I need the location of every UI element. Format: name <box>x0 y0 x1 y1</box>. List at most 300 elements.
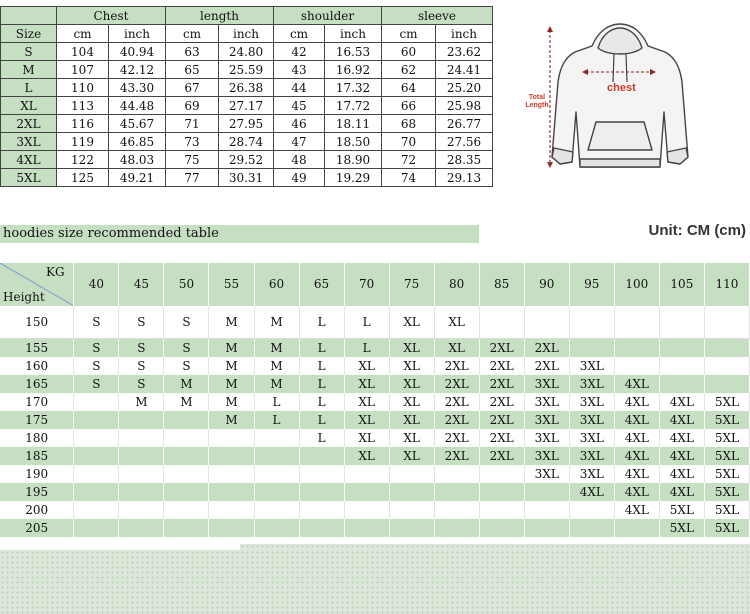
recommend-size-cell <box>659 357 704 375</box>
recommend-size-cell: 2XL <box>479 375 524 393</box>
recommend-size-cell: S <box>74 306 119 339</box>
recommend-size-cell <box>164 411 209 429</box>
recommend-row <box>0 429 750 447</box>
size-chart-table <box>0 6 493 187</box>
recommend-row <box>0 306 750 339</box>
recommend-size-cell <box>659 375 704 393</box>
height-label: Height <box>3 290 45 304</box>
recommend-size-cell: 3XL <box>524 393 569 411</box>
recommend-size-cell: M <box>254 339 299 358</box>
size-table-size: L <box>1 79 57 97</box>
weight-header: 40 <box>74 263 119 306</box>
recommend-row <box>0 357 750 375</box>
recommend-size-cell: XL <box>344 429 389 447</box>
height-cell: 180 <box>0 429 74 447</box>
recommend-size-cell: L <box>299 357 344 375</box>
recommend-size-cell: XL <box>389 339 434 358</box>
recommend-size-cell: 3XL <box>569 357 614 375</box>
dotted-background <box>0 550 750 614</box>
size-table-cell: 25.20 <box>436 79 493 97</box>
size-table-cell: 70 <box>382 133 436 151</box>
size-table-size: XL <box>1 97 57 115</box>
recommend-size-cell <box>119 447 164 465</box>
weight-header: 95 <box>569 263 614 306</box>
unit-label: Unit: CM (cm) <box>648 222 746 239</box>
recommend-size-cell <box>74 411 119 429</box>
recommend-size-cell <box>434 501 479 519</box>
size-table-cell: 49 <box>274 169 325 187</box>
weight-header: 105 <box>659 263 704 306</box>
recommend-size-cell <box>164 429 209 447</box>
size-table-cell: 24.80 <box>219 43 274 61</box>
recommend-size-cell: XL <box>389 375 434 393</box>
size-table-unit: inch <box>219 25 274 43</box>
recommend-size-cell <box>74 483 119 501</box>
recommend-size-cell: M <box>209 375 254 393</box>
recommend-size-cell: L <box>344 339 389 358</box>
recommend-size-cell <box>524 519 569 537</box>
size-table-cell: 113 <box>57 97 109 115</box>
recommend-size-cell <box>614 519 659 537</box>
height-cell: 160 <box>0 357 74 375</box>
recommend-size-cell: 2XL <box>434 375 479 393</box>
recommend-size-cell: L <box>254 411 299 429</box>
size-table-unit: cm <box>166 25 219 43</box>
size-table-cell: 27.95 <box>219 115 274 133</box>
recommend-size-cell: 5XL <box>659 501 704 519</box>
recommend-size-cell <box>209 447 254 465</box>
recommend-size-cell: XL <box>344 375 389 393</box>
recommend-size-cell: 4XL <box>614 447 659 465</box>
recommend-size-cell: 4XL <box>569 483 614 501</box>
recommend-size-cell <box>569 339 614 358</box>
recommend-size-cell: 5XL <box>704 519 749 537</box>
recommend-size-cell: S <box>119 306 164 339</box>
recommend-size-cell: 2XL <box>479 429 524 447</box>
recommend-row <box>0 411 750 429</box>
recommend-size-cell: S <box>164 339 209 358</box>
recommend-size-cell <box>299 519 344 537</box>
recommend-size-cell: 5XL <box>704 501 749 519</box>
recommend-size-cell: L <box>299 393 344 411</box>
recommend-size-cell <box>74 501 119 519</box>
recommend-size-cell <box>254 429 299 447</box>
recommend-row <box>0 519 750 537</box>
size-table-unit: cm <box>274 25 325 43</box>
height-cell: 190 <box>0 465 74 483</box>
recommend-size-cell: 2XL <box>434 357 479 375</box>
recommend-size-cell: 5XL <box>704 429 749 447</box>
recommend-size-cell <box>299 501 344 519</box>
total-length-label: Total Length <box>525 94 549 109</box>
recommend-size-cell: XL <box>344 357 389 375</box>
size-table-cell: 44 <box>274 79 325 97</box>
recommend-size-cell <box>614 339 659 358</box>
size-table-size: M <box>1 61 57 79</box>
recommend-size-cell <box>209 483 254 501</box>
recommend-size-cell: 3XL <box>569 465 614 483</box>
recommend-row <box>0 501 750 519</box>
recommend-size-cell <box>299 447 344 465</box>
recommend-size-cell <box>569 501 614 519</box>
recommend-table-title: hoodies size recommended table <box>0 225 479 243</box>
recommend-size-cell: 5XL <box>704 411 749 429</box>
recommend-size-cell <box>479 465 524 483</box>
recommend-size-cell: L <box>299 339 344 358</box>
recommend-size-cell: 2XL <box>524 357 569 375</box>
recommend-size-cell <box>659 339 704 358</box>
size-table-cell: 47 <box>274 133 325 151</box>
size-table-cell: 68 <box>382 115 436 133</box>
recommend-size-cell: S <box>119 357 164 375</box>
size-table-cell: 49.21 <box>109 169 166 187</box>
size-table-cell: 64 <box>382 79 436 97</box>
recommend-size-cell: S <box>119 375 164 393</box>
size-table-cell: 29.52 <box>219 151 274 169</box>
recommend-size-cell: M <box>119 393 164 411</box>
size-table-group-label: sleeve <box>382 7 493 25</box>
recommend-size-cell: M <box>209 411 254 429</box>
recommend-size-cell <box>479 306 524 339</box>
size-table-cell: 40.94 <box>109 43 166 61</box>
size-table-cell: 42.12 <box>109 61 166 79</box>
recommend-size-cell: 4XL <box>659 411 704 429</box>
recommend-size-cell: XL <box>389 411 434 429</box>
size-table-cell: 30.31 <box>219 169 274 187</box>
recommend-size-cell: M <box>209 339 254 358</box>
recommend-size-cell: M <box>164 393 209 411</box>
size-table-size-label: Size <box>1 25 57 43</box>
size-table-cell: 28.35 <box>436 151 493 169</box>
size-table-unit-header <box>1 25 493 43</box>
recommend-size-cell: 5XL <box>704 465 749 483</box>
recommend-size-cell <box>119 501 164 519</box>
weight-header: 55 <box>209 263 254 306</box>
recommend-size-cell: 3XL <box>524 411 569 429</box>
size-table-cell: 19.29 <box>325 169 382 187</box>
recommend-size-cell <box>389 483 434 501</box>
recommend-row <box>0 447 750 465</box>
size-table-unit: inch <box>109 25 166 43</box>
size-table-cell: 62 <box>382 61 436 79</box>
recommend-size-cell <box>434 519 479 537</box>
size-table-row <box>1 43 493 61</box>
size-table-size: 5XL <box>1 169 57 187</box>
height-cell: 175 <box>0 411 74 429</box>
recommend-size-cell <box>119 483 164 501</box>
size-table-cell: 60 <box>382 43 436 61</box>
recommend-size-cell: 2XL <box>479 447 524 465</box>
recommend-size-cell <box>479 519 524 537</box>
size-table-cell: 45 <box>274 97 325 115</box>
recommend-size-cell <box>74 465 119 483</box>
size-table-row <box>1 61 493 79</box>
size-table-cell: 28.74 <box>219 133 274 151</box>
recommend-size-cell <box>659 306 704 339</box>
recommend-size-cell: 3XL <box>524 375 569 393</box>
size-table-cell: 77 <box>166 169 219 187</box>
recommend-size-cell <box>209 519 254 537</box>
recommend-size-cell: 5XL <box>659 519 704 537</box>
recommend-size-cell: 2XL <box>479 357 524 375</box>
recommend-size-cell <box>344 501 389 519</box>
size-table-unit: inch <box>436 25 493 43</box>
size-table-row <box>1 169 493 187</box>
recommend-corner <box>0 263 74 306</box>
recommend-size-cell <box>164 501 209 519</box>
recommend-size-cell <box>389 465 434 483</box>
recommend-size-cell: XL <box>389 429 434 447</box>
recommend-size-cell <box>254 519 299 537</box>
height-cell: 155 <box>0 339 74 358</box>
recommend-size-cell: M <box>209 306 254 339</box>
recommend-size-cell: 4XL <box>614 393 659 411</box>
recommend-size-cell: 2XL <box>434 429 479 447</box>
recommend-row <box>0 375 750 393</box>
size-table-cell: 18.90 <box>325 151 382 169</box>
recommend-size-cell: 4XL <box>659 483 704 501</box>
recommend-size-cell: XL <box>389 393 434 411</box>
recommend-size-cell <box>119 429 164 447</box>
recommend-size-cell: 3XL <box>569 375 614 393</box>
weight-header: 110 <box>704 263 749 306</box>
recommend-row <box>0 339 750 358</box>
recommend-size-cell <box>119 411 164 429</box>
recommend-size-cell: M <box>209 393 254 411</box>
size-table-size: 2XL <box>1 115 57 133</box>
recommend-size-cell: S <box>74 339 119 358</box>
recommend-size-cell: 3XL <box>569 447 614 465</box>
recommend-size-cell: 4XL <box>659 429 704 447</box>
size-table-cell: 66 <box>382 97 436 115</box>
size-table-cell: 107 <box>57 61 109 79</box>
height-cell: 150 <box>0 306 74 339</box>
size-table-row <box>1 97 493 115</box>
size-table-cell: 69 <box>166 97 219 115</box>
recommend-size-cell: L <box>299 429 344 447</box>
size-table-size: 4XL <box>1 151 57 169</box>
recommend-size-cell <box>569 306 614 339</box>
size-table-cell: 23.62 <box>436 43 493 61</box>
weight-header: 65 <box>299 263 344 306</box>
weight-header: 100 <box>614 263 659 306</box>
recommend-size-cell: L <box>344 306 389 339</box>
height-cell: 205 <box>0 519 74 537</box>
recommend-size-cell <box>434 465 479 483</box>
size-table-cell: 26.77 <box>436 115 493 133</box>
size-table-cell: 74 <box>382 169 436 187</box>
recommend-size-cell: 2XL <box>479 411 524 429</box>
height-cell: 170 <box>0 393 74 411</box>
recommend-size-cell: S <box>164 306 209 339</box>
size-table-group-label: length <box>166 7 274 25</box>
recommend-size-cell: S <box>164 357 209 375</box>
size-table-size: 3XL <box>1 133 57 151</box>
size-table-unit: inch <box>325 25 382 43</box>
size-table-cell: 26.38 <box>219 79 274 97</box>
recommend-size-cell <box>254 465 299 483</box>
recommend-size-cell: 5XL <box>704 393 749 411</box>
size-table-group-label: shoulder <box>274 7 382 25</box>
recommend-size-cell: 5XL <box>704 483 749 501</box>
recommend-size-cell: 2XL <box>434 393 479 411</box>
size-table-cell: 125 <box>57 169 109 187</box>
recommend-size-cell: S <box>74 357 119 375</box>
size-table-cell: 16.53 <box>325 43 382 61</box>
recommend-size-cell: 2XL <box>434 447 479 465</box>
size-table-cell: 73 <box>166 133 219 151</box>
weight-header: 85 <box>479 263 524 306</box>
size-table-cell: 48 <box>274 151 325 169</box>
recommend-size-cell: L <box>299 411 344 429</box>
size-table-row <box>1 79 493 97</box>
recommend-size-cell <box>434 483 479 501</box>
size-table-cell: 45.67 <box>109 115 166 133</box>
size-table-cell: 24.41 <box>436 61 493 79</box>
recommend-size-cell: 2XL <box>434 411 479 429</box>
recommend-size-cell <box>74 519 119 537</box>
height-cell: 165 <box>0 375 74 393</box>
size-table-cell: 116 <box>57 115 109 133</box>
recommend-weight-header <box>0 263 750 306</box>
recommend-size-cell <box>119 465 164 483</box>
recommend-size-cell: XL <box>344 447 389 465</box>
recommend-size-cell: 5XL <box>704 447 749 465</box>
recommend-size-cell <box>704 357 749 375</box>
recommend-size-cell: 3XL <box>569 429 614 447</box>
recommend-size-cell <box>209 429 254 447</box>
recommend-size-cell <box>164 483 209 501</box>
size-table-cell: 27.56 <box>436 133 493 151</box>
recommend-size-cell <box>389 501 434 519</box>
chest-label: chest <box>607 82 636 94</box>
recommend-size-cell <box>344 483 389 501</box>
size-table-cell: 75 <box>166 151 219 169</box>
recommend-size-cell: 4XL <box>659 447 704 465</box>
recommend-size-cell <box>164 447 209 465</box>
recommend-size-cell <box>524 501 569 519</box>
recommend-size-cell: 3XL <box>569 393 614 411</box>
recommend-size-cell: S <box>119 339 164 358</box>
recommend-size-cell <box>164 519 209 537</box>
size-table-cell: 48.03 <box>109 151 166 169</box>
recommend-size-cell <box>479 501 524 519</box>
size-table-cell: 18.50 <box>325 133 382 151</box>
recommend-size-cell: 4XL <box>659 393 704 411</box>
recommend-size-cell: 3XL <box>524 465 569 483</box>
size-table-cell: 17.72 <box>325 97 382 115</box>
size-table-group-label: Chest <box>57 7 166 25</box>
recommend-size-cell: XL <box>434 339 479 358</box>
recommend-size-cell <box>74 429 119 447</box>
recommend-size-cell <box>164 465 209 483</box>
recommend-size-cell: 3XL <box>524 429 569 447</box>
weight-header: 80 <box>434 263 479 306</box>
size-table-cell: 46.85 <box>109 133 166 151</box>
size-table-unit: cm <box>382 25 436 43</box>
height-cell: 185 <box>0 447 74 465</box>
size-table-cell: 16.92 <box>325 61 382 79</box>
size-table-cell: 44.48 <box>109 97 166 115</box>
recommend-size-cell: 2XL <box>479 339 524 358</box>
weight-header: 90 <box>524 263 569 306</box>
recommend-size-cell <box>344 519 389 537</box>
size-table-cell: 63 <box>166 43 219 61</box>
weight-header: 60 <box>254 263 299 306</box>
recommend-size-cell: XL <box>344 411 389 429</box>
size-recommend-table <box>0 263 750 537</box>
size-table-cell: 65 <box>166 61 219 79</box>
recommend-size-cell: 3XL <box>569 411 614 429</box>
recommend-size-cell <box>704 339 749 358</box>
size-table-cell: 27.17 <box>219 97 274 115</box>
recommend-size-cell: 4XL <box>614 483 659 501</box>
recommend-size-cell <box>299 483 344 501</box>
recommend-size-cell: 4XL <box>614 375 659 393</box>
recommend-size-cell <box>254 483 299 501</box>
recommend-size-cell: S <box>74 375 119 393</box>
recommend-size-cell: XL <box>434 306 479 339</box>
recommend-size-cell: XL <box>389 306 434 339</box>
recommend-size-cell <box>524 306 569 339</box>
size-table-cell: 104 <box>57 43 109 61</box>
recommend-size-cell <box>119 519 164 537</box>
recommend-size-cell: XL <box>389 357 434 375</box>
recommend-size-cell <box>344 465 389 483</box>
weight-header: 50 <box>164 263 209 306</box>
recommend-size-cell <box>209 465 254 483</box>
size-table-corner <box>1 7 57 25</box>
height-cell: 200 <box>0 501 74 519</box>
size-table-cell: 67 <box>166 79 219 97</box>
recommend-size-cell <box>614 357 659 375</box>
recommend-size-cell <box>614 306 659 339</box>
recommend-row <box>0 465 750 483</box>
size-table-cell: 42 <box>274 43 325 61</box>
recommend-row <box>0 393 750 411</box>
size-table-row <box>1 133 493 151</box>
size-table-row <box>1 151 493 169</box>
recommend-size-cell: 4XL <box>659 465 704 483</box>
size-table-cell: 122 <box>57 151 109 169</box>
size-table-cell: 71 <box>166 115 219 133</box>
size-table-group-header <box>1 7 493 25</box>
recommend-size-cell <box>254 447 299 465</box>
recommend-size-cell: 2XL <box>479 393 524 411</box>
recommend-size-cell <box>569 519 614 537</box>
size-table-cell: 18.11 <box>325 115 382 133</box>
recommend-size-cell: 2XL <box>524 339 569 358</box>
recommend-size-cell: M <box>254 375 299 393</box>
recommend-size-cell: XL <box>344 393 389 411</box>
size-table-size: S <box>1 43 57 61</box>
recommend-size-cell: M <box>254 306 299 339</box>
recommend-size-cell: M <box>254 357 299 375</box>
kg-label: KG <box>46 265 65 279</box>
size-table-cell: 25.59 <box>219 61 274 79</box>
size-table-cell: 25.98 <box>436 97 493 115</box>
recommend-size-cell <box>74 393 119 411</box>
recommend-size-cell <box>74 447 119 465</box>
recommend-size-cell: XL <box>389 447 434 465</box>
weight-header: 75 <box>389 263 434 306</box>
size-table-unit: cm <box>57 25 109 43</box>
height-cell: 195 <box>0 483 74 501</box>
recommend-size-cell: 4XL <box>614 411 659 429</box>
size-table-cell: 119 <box>57 133 109 151</box>
size-table-cell: 29.13 <box>436 169 493 187</box>
recommend-size-cell <box>299 465 344 483</box>
